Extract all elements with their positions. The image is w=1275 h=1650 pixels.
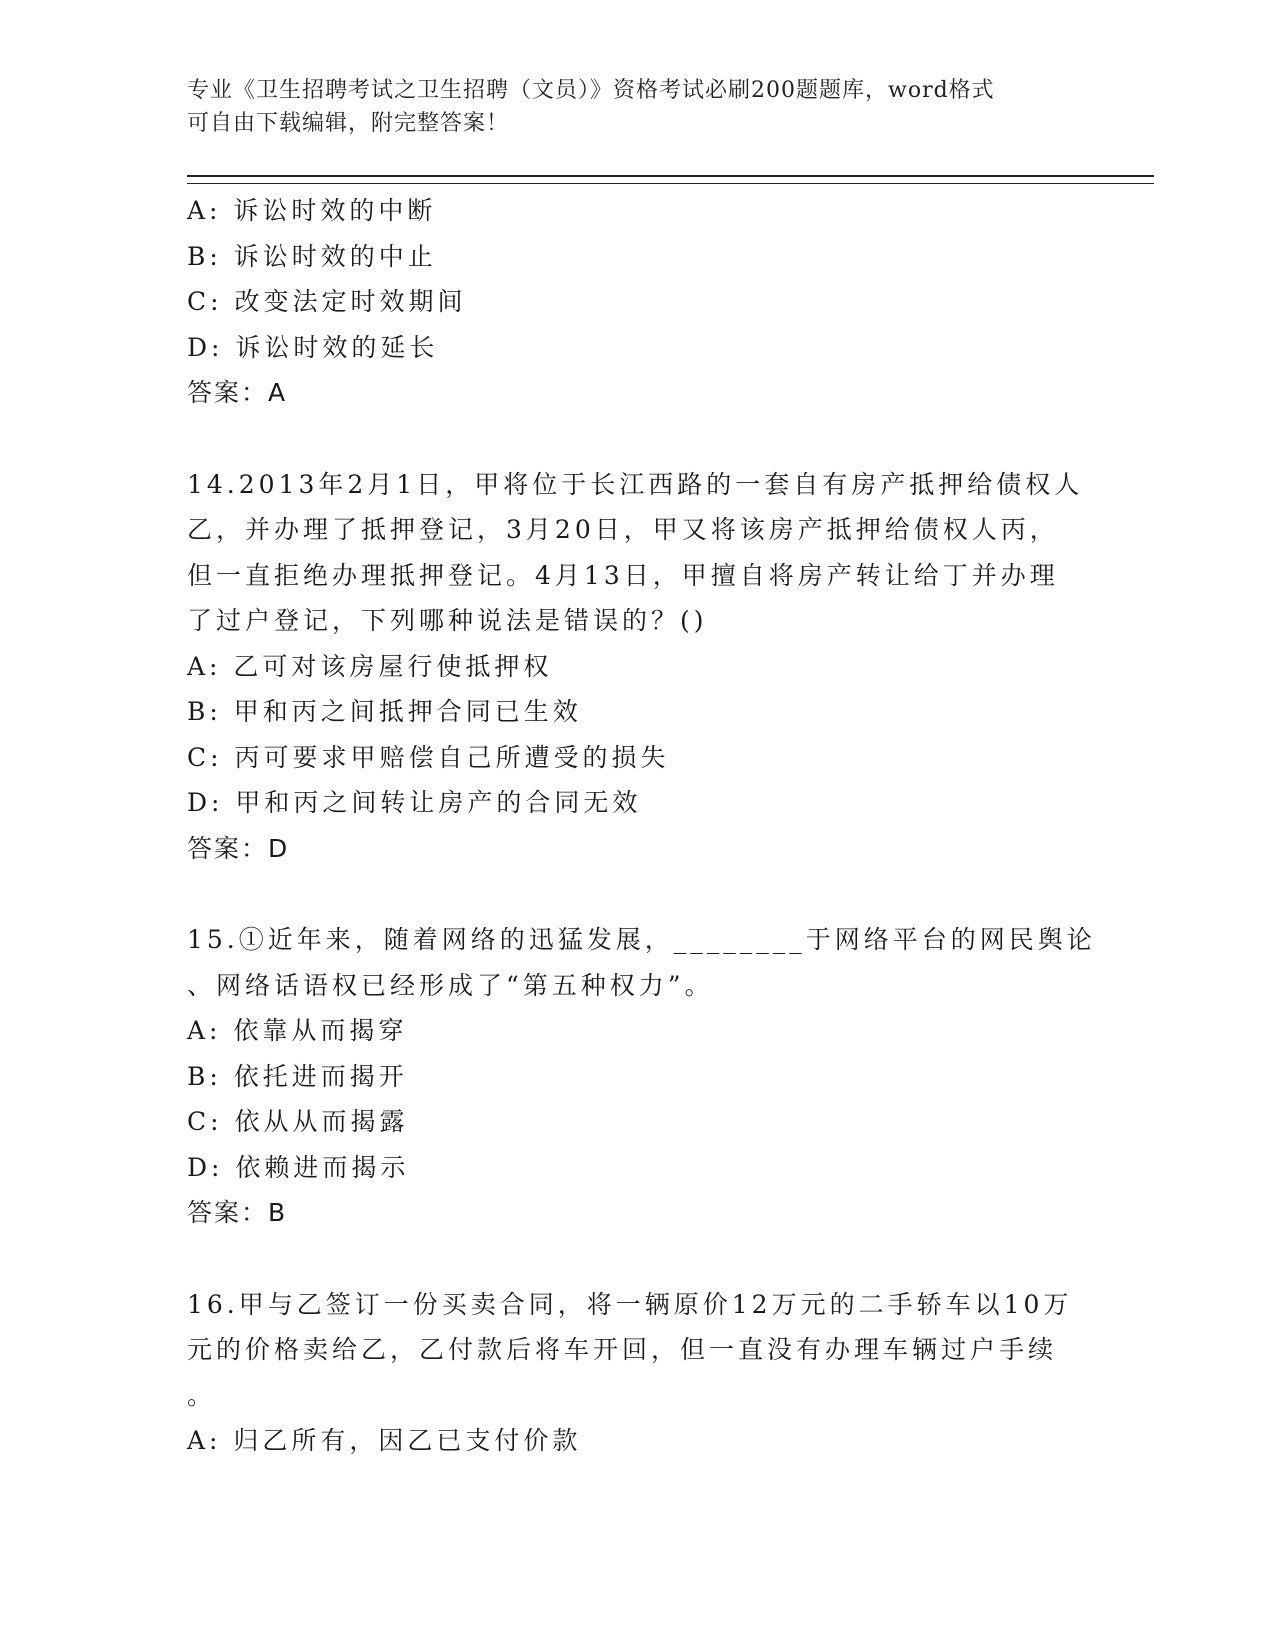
question-text-line: 了过户登记，下列哪种说法是错误的？() (187, 606, 708, 635)
option-b: B: 甲和丙之间抵押合同已生效 (187, 697, 582, 726)
question-text-line: 乙，并办理了抵押登记，3月20日，甲又将该房产抵押给债权人丙， (187, 515, 1059, 544)
answer-line: 答案：A (187, 378, 288, 407)
question-block (187, 462, 1087, 872)
header-line-2: 可自由下载编辑，附完整答案！ (187, 111, 510, 136)
question-block (187, 1282, 1087, 1464)
question-list (187, 188, 1096, 1464)
question-text-line: 。 (187, 1380, 217, 1410)
answer-line: 答案：D (187, 833, 290, 863)
question-text-line: 、网络话语权已经形成了“第五种权力”。 (187, 970, 714, 1000)
header-divider (187, 175, 1154, 184)
answer-line: 答案：B (187, 1198, 288, 1227)
question-block (187, 188, 1087, 416)
option-b: B: 诉讼时效的中止 (187, 241, 437, 271)
option-c: C: 丙可要求甲赔偿自己所遭受的损失 (187, 742, 670, 772)
question-block (187, 917, 1096, 1236)
question-text-line: 但一直拒绝办理抵押登记。4月13日，甲擅自将房产转让给丁并办理 (187, 560, 1059, 590)
page-header (187, 74, 1087, 140)
question-text-line: 16.甲与乙签订一份买卖合同，将一辆原价12万元的二手轿车以10万 (187, 1289, 1073, 1319)
option-d: D: 甲和丙之间转让房产的合同无效 (187, 788, 642, 817)
option-c: C: 依从从而揭露 (187, 1107, 409, 1136)
option-a: A: 诉讼时效的中断 (187, 196, 437, 225)
block-spacer (187, 416, 1087, 462)
option-a: A: 归乙所有，因乙已支付价款 (187, 1426, 582, 1455)
question-text-line: 元的价格卖给乙，乙付款后将车开回，但一直没有办理车辆过户手续 (187, 1335, 1058, 1364)
option-b: B: 依托进而揭开 (187, 1061, 408, 1091)
block-spacer (187, 871, 1087, 917)
question-text-line: 14.2013年2月1日，甲将位于长江西路的一套自有房产抵押给债权人 (187, 469, 1084, 499)
block-spacer (187, 1236, 1087, 1282)
question-text-line: 15.①近年来，随着网络的迅猛发展，________于网络平台的网民舆论 (187, 925, 1096, 954)
option-a: A: 依靠从而揭穿 (187, 1016, 408, 1045)
option-d: D: 诉讼时效的延长 (187, 332, 439, 362)
option-a: A: 乙可对该房屋行使抵押权 (187, 651, 553, 681)
header-line-1: 专业《卫生招聘考试之卫生招聘（文员）》资格考试必刷200题题库，word格式 (187, 78, 995, 103)
option-c: C: 改变法定时效期间 (187, 287, 467, 316)
option-d: D: 依赖进而揭示 (187, 1152, 410, 1182)
